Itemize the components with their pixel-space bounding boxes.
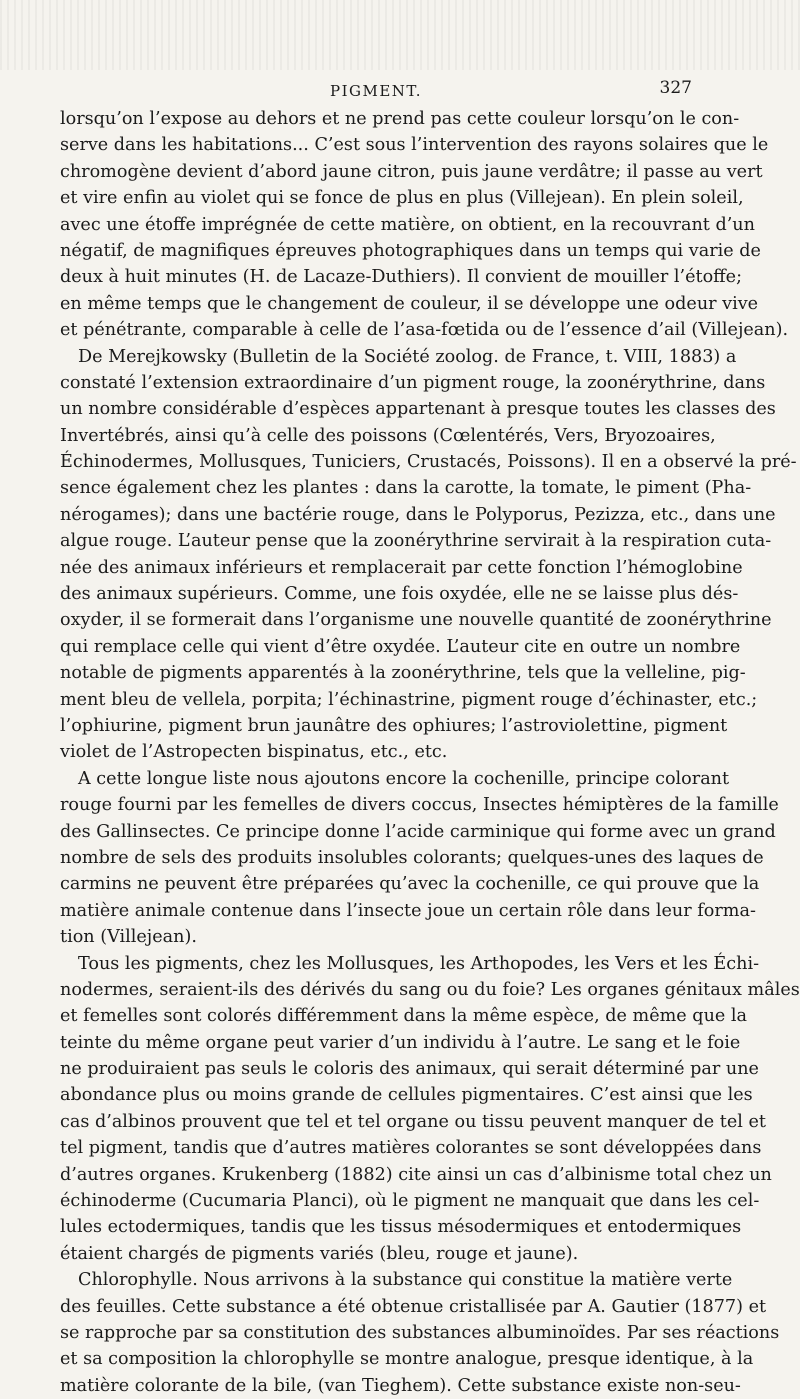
- text-line: oxyder, il se formerait dans l’organisme une nouvelle quantité de zoonérythrine: [60, 610, 772, 631]
- book-page: [60, 78, 800, 1399]
- page-number: 327: [659, 78, 692, 98]
- text-line: carmins ne peuvent être préparées qu’avec la cochenille, ce qui prouve que la: [60, 874, 760, 895]
- text-line: rouge fourni par les femelles de divers coccus, Insectes hémiptères de la famille: [60, 795, 779, 816]
- text-line: lorsqu’on l’expose au dehors et ne prend pas cette couleur lorsqu’on le con-: [60, 109, 740, 129]
- text-line: matière animale contenue dans l’insecte joue un certain rôle dans leur forma-: [60, 900, 756, 921]
- text-line: née des animaux inférieurs et remplacerait par cette fonction l’hémoglobine: [60, 557, 743, 578]
- text-line: avec une étoffe imprégnée de cette matière, on obtient, en la recouvrant d’un: [60, 214, 755, 235]
- text-line: qui remplace celle qui vient d’être oxydée. L’auteur cite en outre un nombre: [60, 636, 741, 657]
- body-text: [60, 106, 800, 1399]
- text-line: algue rouge. L’auteur pense que la zoonérythrine servirait à la respiration cuta-: [60, 531, 772, 552]
- text-line: et femelles sont colorés différemment dans la même espèce, de même que la: [60, 1006, 748, 1027]
- text-line: constaté l’extension extraordinaire d’un pigment rouge, la zoonérythrine, dans: [60, 372, 766, 393]
- text-line: étaient chargés de pigments variés (bleu, rouge et jaune).: [60, 1243, 579, 1264]
- text-line: des feuilles. Cette substance a été obtenue cristallisée par A. Gautier (1877) et: [60, 1296, 767, 1317]
- text-line: en même temps que le changement de couleur, il se développe une odeur vive: [60, 293, 759, 314]
- text-line: A cette longue liste nous ajoutons encore la cochenille, principe colorant: [78, 768, 730, 789]
- text-line: et pénétrante, comparable à celle de l’asa-fœtida ou de l’essence d’ail (Villejean).: [60, 320, 789, 341]
- text-line: l’ophiurine, pigment brun jaunâtre des ophiures; l’astroviolettine, pigment: [60, 715, 728, 736]
- text-line: chromogène devient d’abord jaune citron, puis jaune verdâtre; il passe au vert: [60, 161, 763, 182]
- text-line: ment bleu de vellela, porpita; l’échinastrine, pigment rouge d’échinaster, etc.;: [60, 689, 758, 710]
- text-line: lules ectodermiques, tandis que les tissus mésodermiques et entodermiques: [60, 1217, 742, 1238]
- text-line: serve dans les habitations... C’est sous l’intervention des rayons solaires que le: [60, 135, 769, 156]
- text-line: ne produiraient pas seuls le coloris des animaux, qui serait déterminé par une: [60, 1059, 759, 1080]
- text-line: nodermes, seraient-ils des dérivés du sang ou du foie? Les organes génitaux mâles: [60, 979, 800, 1000]
- text-line: violet de l’Astropecten bispinatus, etc., etc.: [60, 742, 448, 763]
- text-line: nérogames); dans une bactérie rouge, dans le Polyporus, Pezizza, etc., dans une: [60, 504, 776, 525]
- text-line: Tous les pigments, chez les Mollusques, les Arthopodes, les Vers et les Échi-: [78, 953, 760, 974]
- text-line: De Merejkowsky (Bulletin de la Société zoolog. de France, t. VIII, 1883) a: [78, 346, 737, 367]
- text-line: et vire enfin au violet qui se fonce de plus en plus (Villejean). En plein soleil,: [60, 188, 744, 209]
- text-line: sence également chez les plantes : dans la carotte, la tomate, le piment (Pha-: [60, 478, 752, 499]
- text-line: tel pigment, tandis que d’autres matières colorantes se sont développées dans: [60, 1138, 762, 1159]
- text-line: et sa composition la chlorophylle se montre analogue, presque identique, à la: [60, 1349, 754, 1370]
- page-header: [60, 78, 692, 106]
- text-line: Invertébrés, ainsi qu’à celle des poissons (Cœlentérés, Vers, Bryozoaires,: [60, 425, 716, 446]
- text-line: deux à huit minutes (H. de Lacaze-Duthiers). Il convient de mouiller l’étoffe;: [60, 267, 743, 288]
- text-line: d’autres organes. Krukenberg (1882) cite ainsi un cas d’albinisme total chez un: [60, 1164, 772, 1185]
- running-title: PIGMENT.: [329, 82, 422, 100]
- text-line: tion (Villejean).: [60, 927, 197, 948]
- text-line: teinte du même organe peut varier d’un individu à l’autre. Le sang et le foie: [60, 1032, 741, 1053]
- text-line: échinoderme (Cucumaria Planci), où le pigment ne manquait que dans les cel-: [60, 1191, 760, 1212]
- text-line: négatif, de magnifiques épreuves photographiques dans un temps qui varie de: [60, 240, 761, 261]
- text-line: des Gallinsectes. Ce principe donne l’acide carminique qui forme avec un grand: [60, 821, 776, 842]
- page-edge-speckle: [0, 0, 800, 70]
- text-line: Chlorophylle. Nous arrivons à la substance qui constitue la matière verte: [78, 1270, 733, 1291]
- text-line: des animaux supérieurs. Comme, une fois oxydée, elle ne se laisse plus dés-: [60, 584, 739, 605]
- text-line: matière colorante de la bile, (van Tieghem). Cette substance existe non-seu-: [60, 1375, 741, 1396]
- text-line: se rapproche par sa constitution des substances albuminoïdes. Par ses réactions: [60, 1322, 780, 1343]
- text-line: nombre de sels des produits insolubles colorants; quelques-unes des laques de: [60, 847, 764, 868]
- text-line: abondance plus ou moins grande de cellules pigmentaires. C’est ainsi que les: [60, 1085, 753, 1106]
- text-line: notable de pigments apparentés à la zoonérythrine, tels que la velleline, pig-: [60, 663, 746, 684]
- text-line: cas d’albinos prouvent que tel et tel organe ou tissu peuvent manquer de tel et: [60, 1111, 766, 1132]
- text-line: Échinodermes, Mollusques, Tuniciers, Crustacés, Poissons). Il en a observé la pré-: [60, 452, 797, 473]
- text-line: un nombre considérable d’espèces appartenant à presque toutes les classes des: [60, 399, 776, 420]
